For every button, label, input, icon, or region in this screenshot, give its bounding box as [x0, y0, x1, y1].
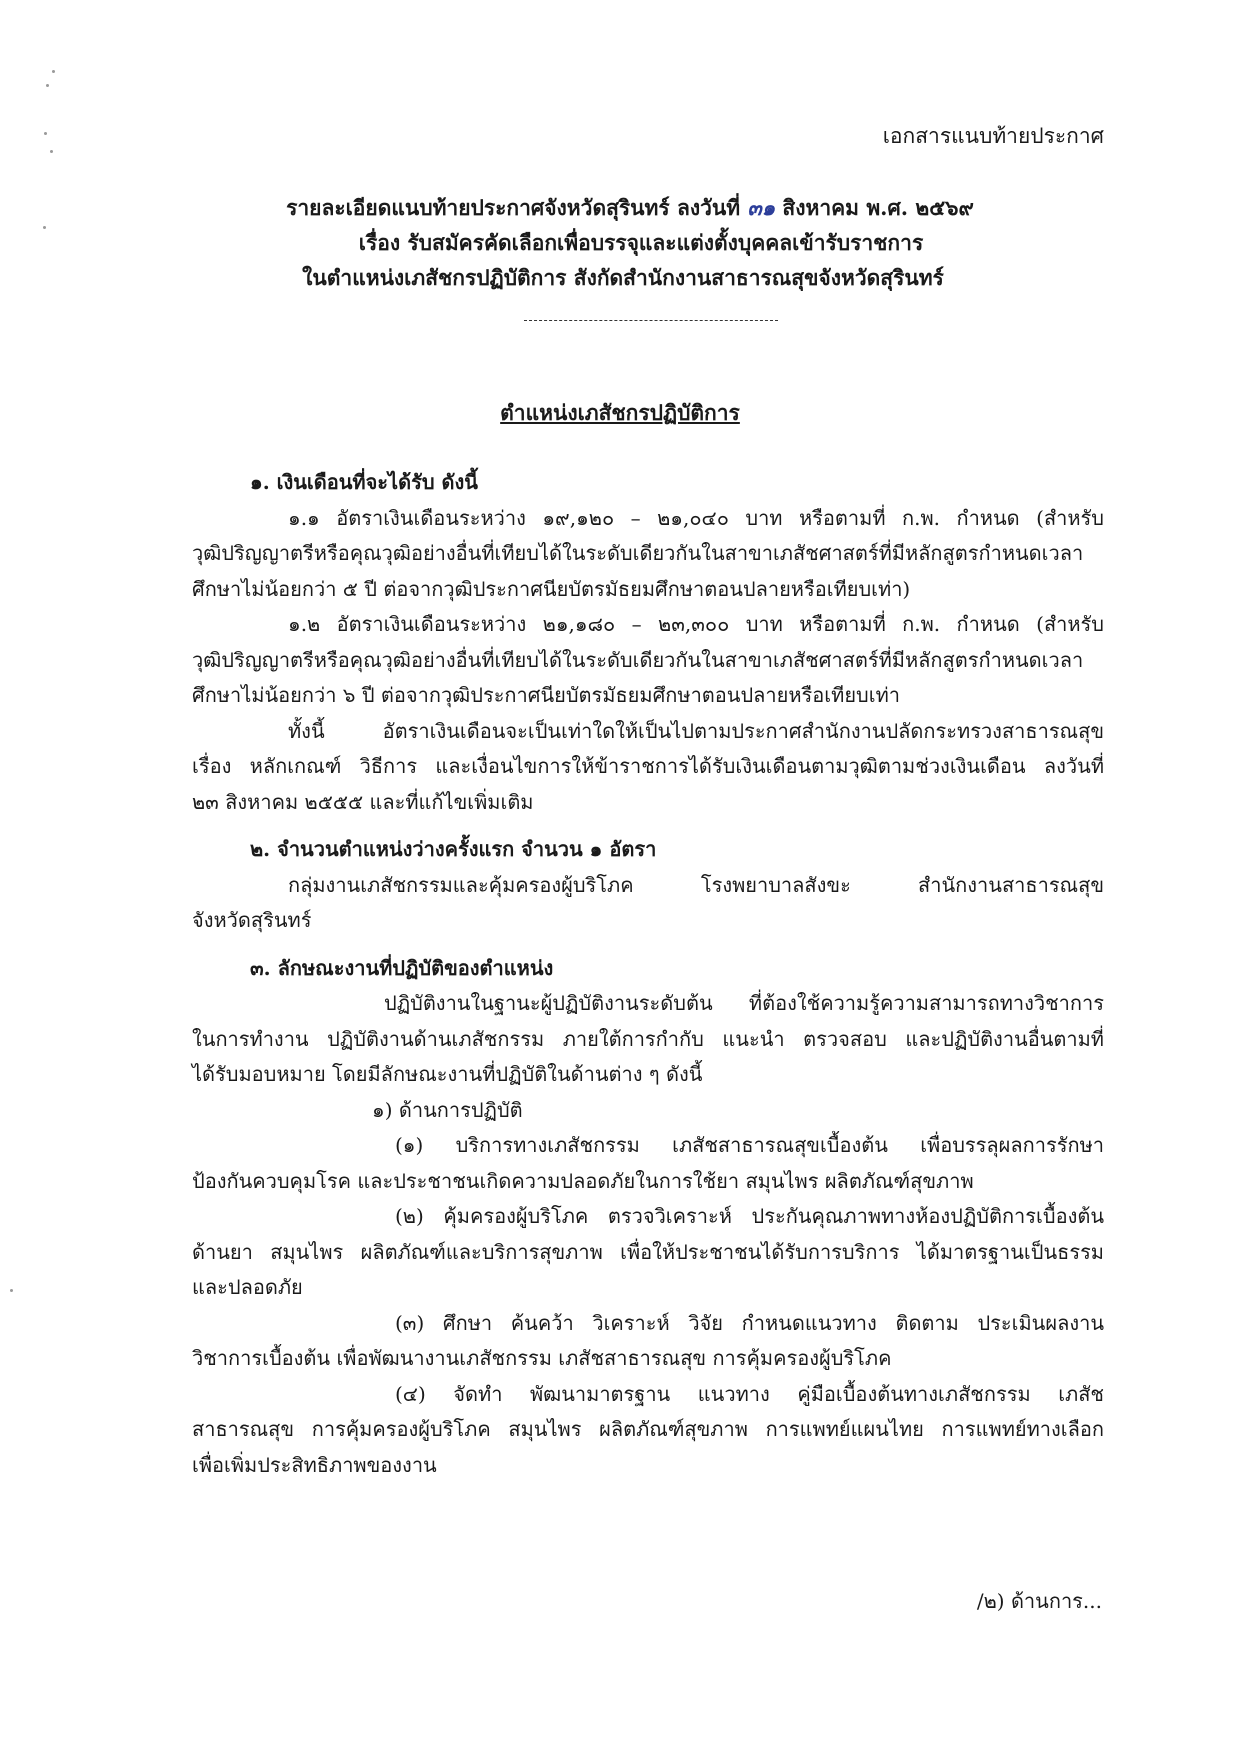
section-title: ตำแหน่งเภสัชกรปฏิบัติการ [500, 400, 740, 425]
dashed-divider [524, 320, 778, 321]
salary-heading: ๑. เงินเดือนที่จะได้รับ ดังนี้ [250, 470, 478, 494]
duty-item-line: ด้านยา สมุนไพร ผลิตภัณฑ์และบริการสุขภาพ เพื่อให้ประชาชนได้รับการบริการ ได้มาตรฐานเป็นธรรม [192, 1239, 1104, 1264]
salary-paragraph-line: ๑.๒ อัตราเงินเดือนระหว่าง ๒๑,๑๘๐ – ๒๓,๓๐๐ บาท หรือตามที่ ก.พ. กำหนด (สำหรับ [288, 612, 1104, 636]
salary-paragraph-line: วุฒิปริญญาตรีหรือคุณวุฒิอย่างอื่นที่เทียบได้ในระดับเดียวกันในสาขาเภสัชศาสตร์ที่มีหลักสูตรกำหนดเวลา [192, 541, 1084, 565]
duty-item-line: วิชาการเบื้องต้น เพื่อพัฒนางานเภสัชกรรม เภสัชสาธารณสุข การคุ้มครองผู้บริโภค [192, 1346, 892, 1370]
duties-heading: ๓. ลักษณะงานที่ปฏิบัติของตำแหน่ง [250, 955, 554, 980]
salary-paragraph-line: วุฒิปริญญาตรีหรือคุณวุฒิอย่างอื่นที่เทียบได้ในระดับเดียวกันในสาขาเภสัชศาสตร์ที่มีหลักสูตรกำหนดเวลา [192, 647, 1084, 672]
vacancy-heading: ๒. จำนวนตำแหน่งว่างครั้งแรก จำนวน ๑ อัตรา [250, 837, 657, 861]
salary-note-line: เรื่อง หลักเกณฑ์ วิธีการ และเงื่อนไขการให้ข้าราชการได้รับเงินเดือนตามวุฒิตามช่วงเงินเดือน ลงวันที่ [192, 754, 1104, 778]
scan-speck [52, 70, 55, 73]
duty-item-line: และปลอดภัย [192, 1275, 303, 1299]
title-line-3: ในตำแหน่งเภสัชกรปฏิบัติการ สังกัดสำนักงานสาธารณสุขจังหวัดสุรินทร์ [302, 265, 944, 290]
duty-item-line: ป้องกันควบคุมโรค และประชาชนเกิดความปลอดภัยในการใช้ยา สมุนไพร ผลิตภัณฑ์สุขภาพ [192, 1168, 974, 1193]
attachment-label: เอกสารแนบท้ายประกาศ [882, 124, 1104, 148]
duties-intro-line: ปฏิบัติงานในฐานะผู้ปฏิบัติงานระดับต้น ที่ต้องใช้ความรู้ความสามารถทางวิชาการ [384, 991, 1104, 1015]
document-title [0, 190, 1240, 295]
title-line-1-prefix: รายละเอียดแนบท้ายประกาศจังหวัดสุรินทร์ ลงวันที่ [286, 195, 741, 220]
salary-paragraph-line: ๑.๑ อัตราเงินเดือนระหว่าง ๑๙,๑๒๐ – ๒๑,๐๔๐ บาท หรือตามที่ ก.พ. กำหนด (สำหรับ [288, 505, 1104, 530]
document-body [192, 465, 1104, 1483]
continuation-note: /๒) ด้านการ... [976, 1589, 1102, 1613]
vacancy-line: กลุ่มงานเภสัชกรรมและคุ้มครองผู้บริโภค โรงพยาบาลสังขะ สำนักงานสาธารณสุข [288, 872, 1104, 897]
scan-speck [44, 132, 47, 135]
title-line-1 [0, 190, 1240, 225]
duties-intro-line: ได้รับมอบหมาย โดยมีลักษณะงานที่ปฏิบัติในด้านต่าง ๆ ดังนี้ [192, 1062, 703, 1086]
salary-note-line: ทั้งนี้ อัตราเงินเดือนจะเป็นเท่าใดให้เป็นไปตามประกาศสำนักงานปลัดกระทรวงสาธารณสุข [288, 718, 1104, 743]
duty-item-line: (๒) คุ้มครองผู้บริโภค ตรวจวิเคราะห์ ประกันคุณภาพทางห้องปฏิบัติการเบื้องต้น [395, 1204, 1104, 1228]
salary-paragraph-line: ศึกษาไม่น้อยกว่า ๖ ปี ต่อจากวุฒิประกาศนียบัตรมัธยมศึกษาตอนปลายหรือเทียบเท่า [192, 683, 900, 707]
scan-speck [46, 84, 49, 87]
scan-speck [10, 1289, 13, 1292]
duty-item-line: (๔) จัดทำ พัฒนามาตรฐาน แนวทาง คู่มือเบื้องต้นทางเภสัชกรรม เภสัช [395, 1381, 1104, 1406]
duties-intro-line: ในการทำงาน ปฏิบัติงานด้านเภสัชกรรม ภายใต้การกำกับ แนะนำ ตรวจสอบ และปฏิบัติงานอื่นตามที่ [192, 1026, 1104, 1051]
title-line-1-suffix: สิงหาคม พ.ศ. ๒๕๖๙ [782, 195, 974, 220]
title-line-2: เรื่อง รับสมัครคัดเลือกเพื่อบรรจุและแต่งตั้งบุคคลเข้ารับราชการ [358, 230, 924, 255]
vacancy-line: จังหวัดสุรินทร์ [192, 908, 312, 932]
duty-item-line: (๑) บริการทางเภสัชกรรม เภสัชสาธารณสุขเบื้องต้น เพื่อบรรลุผลการรักษา [395, 1133, 1104, 1157]
handwritten-day: ๓๑ [747, 195, 776, 220]
duty-item-line: สาธารณสุข การคุ้มครองผู้บริโภค สมุนไพร ผลิตภัณฑ์สุขภาพ การแพทย์แผนไทย การแพทย์ทางเลือก [192, 1417, 1104, 1441]
salary-paragraph-line: ศึกษาไม่น้อยกว่า ๕ ปี ต่อจากวุฒิประกาศนียบัตรมัธยมศึกษาตอนปลายหรือเทียบเท่า) [192, 576, 911, 601]
duty-item-line: (๓) ศึกษา ค้นคว้า วิเคราะห์ วิจัย กำหนดแนวทาง ติดตาม ประเมินผลงาน [395, 1310, 1104, 1335]
salary-note-line: ๒๓ สิงหาคม ๒๕๕๕ และที่แก้ไขเพิ่มเติม [192, 789, 534, 814]
scan-speck [50, 150, 53, 153]
duty-item-line: เพื่อเพิ่มประสิทธิภาพของงาน [192, 1452, 437, 1477]
duties-sub-heading: ๑) ด้านการปฏิบัติ [372, 1097, 523, 1122]
